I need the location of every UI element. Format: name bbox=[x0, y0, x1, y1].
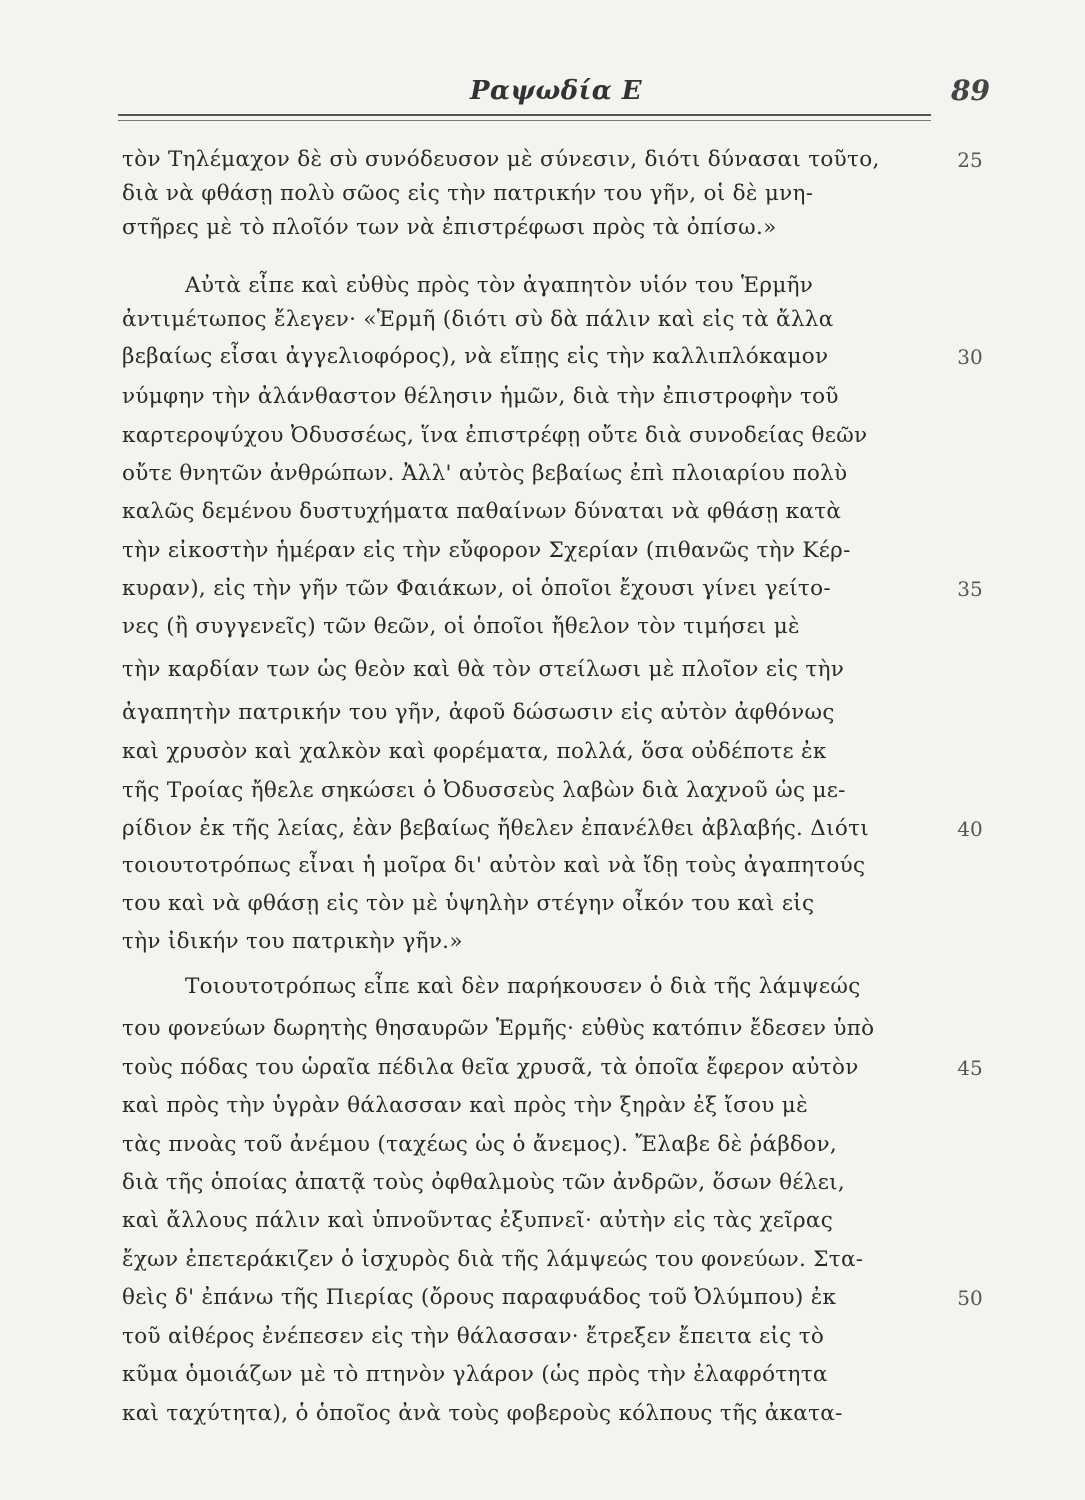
text-line: καὶ χρυσὸν καὶ χαλκὸν καὶ φορέματα, πολλά, ὅσα οὐδέποτε ἐκ bbox=[122, 739, 827, 764]
text-line: τὸν Τηλέμαχον δὲ σὺ συνόδευσον μὲ σύνεσιν, διότι δύνασαι τοῦτο, bbox=[122, 147, 880, 172]
text-line: καὶ ταχύτητα), ὁ ὁποῖος ἀνὰ τοὺς φοβεροὺς κόλπους τῆς ἀκατα- bbox=[122, 1401, 843, 1426]
margin-line-number: 25 bbox=[957, 148, 983, 172]
text-line: νες (ἢ συγγενεῖς) τῶν θεῶν, οἱ ὁποῖοι ἤθελον τὸν τιμήσει μὲ bbox=[122, 614, 800, 639]
text-line: ἀγαπητὴν πατρικήν του γῆν, ἀφοῦ δώσωσιν εἰς αὐτὸν ἀφθόνως bbox=[122, 700, 835, 725]
text-line: ἀντιμέτωπος ἔλεγεν· «Ἑρμῆ (διότι σὺ δὰ πάλιν καὶ εἰς τὰ ἄλλα bbox=[122, 307, 834, 332]
running-header-title: Ραψωδία Ε bbox=[470, 76, 643, 106]
text-line: διὰ νὰ φθάσῃ πολὺ σῶος εἰς τὴν πατρικήν του γῆν, οἱ δὲ μνη- bbox=[122, 181, 814, 206]
text-line: τοὺς πόδας του ὡραῖα πέδιλα θεῖα χρυσᾶ, τὰ ὁποῖα ἔφερον αὐτὸν bbox=[122, 1055, 859, 1080]
text-line: τὴν καρδίαν των ὡς θεὸν καὶ θὰ τὸν στείλωσι μὲ πλοῖον εἰς τὴν bbox=[122, 657, 845, 682]
margin-line-number: 45 bbox=[957, 1056, 983, 1080]
text-line: νύμφην τὴν ἀλάνθαστον θέλησιν ἡμῶν, διὰ τὴν ἐπιστροφὴν τοῦ bbox=[122, 384, 839, 409]
page-number: 89 bbox=[951, 74, 990, 107]
margin-line-number: 50 bbox=[957, 1286, 983, 1310]
text-line: Αὐτὰ εἶπε καὶ εὐθὺς πρὸς τὸν ἀγαπητὸν υἱόν του Ἑρμῆν bbox=[185, 273, 814, 298]
text-line: τῆς Τροίας ἤθελε σηκώσει ὁ Ὀδυσσεὺς λαβὼν διὰ λαχνοῦ ὡς με- bbox=[122, 778, 846, 803]
text-line: καλῶς δεμένου δυστυχήματα παθαίνων δύναται νὰ φθάσῃ κατὰ bbox=[122, 499, 842, 524]
margin-line-number: 30 bbox=[957, 345, 983, 369]
text-line: καρτεροψύχου Ὀδυσσέως, ἵνα ἐπιστρέφῃ οὔτε διὰ συνοδείας θεῶν bbox=[122, 423, 868, 448]
text-line: τὴν εἰκοστὴν ἡμέραν εἰς τὴν εὔφορον Σχερίαν (πιθανῶς τὴν Κέρ- bbox=[122, 538, 851, 563]
text-line: του καὶ νὰ φθάσῃ εἰς τὸν μὲ ὑψηλὴν στέγην οἶκόν του καὶ εἰς bbox=[122, 891, 815, 916]
text-line: διὰ τῆς ὁποίας ἀπατᾷ τοὺς ὀφθαλμοὺς τῶν ἀνδρῶν, ὅσων θέλει, bbox=[122, 1170, 846, 1195]
text-line: τὰς πνοὰς τοῦ ἀνέμου (ταχέως ὡς ὁ ἄνεμος). Ἔλαβε δὲ ῥάβδον, bbox=[122, 1132, 838, 1157]
text-line: τὴν ἰδικήν του πατρικὴν γῆν.» bbox=[122, 929, 463, 954]
text-line: ρίδιον ἐκ τῆς λείας, ἐὰν βεβαίως ἤθελεν ἐπανέλθει ἀβλαβής. Διότι bbox=[122, 816, 870, 841]
text-line: καὶ ἄλλους πάλιν καὶ ὑπνοῦντας ἐξυπνεῖ· αὐτὴν εἰς τὰς χεῖρας bbox=[122, 1208, 834, 1233]
text-line: κῦμα ὁμοιάζων μὲ τὸ πτηνὸν γλάρον (ὡς πρὸς τὴν ἐλαφρότητα bbox=[122, 1362, 828, 1387]
text-line: Τοιουτοτρόπως εἶπε καὶ δὲν παρήκουσεν ὁ διὰ τῆς λάμψεώς bbox=[185, 974, 861, 999]
header-rule-thin bbox=[118, 120, 931, 121]
text-line: βεβαίως εἶσαι ἀγγελιοφόρος), νὰ εἴπῃς εἰς τὴν καλλιπλόκαμον bbox=[122, 344, 829, 369]
text-line: στῆρες μὲ τὸ πλοῖόν των νὰ ἐπιστρέφωσι πρὸς τὰ ὀπίσω.» bbox=[122, 215, 777, 240]
margin-line-number: 40 bbox=[957, 817, 983, 841]
text-line: θεὶς δ' ἐπάνω τῆς Πιερίας (ὄρους παραφυάδος τοῦ Ὀλύμπου) ἐκ bbox=[122, 1285, 837, 1310]
text-line: καὶ πρὸς τὴν ὑγρὰν θάλασσαν καὶ πρὸς τὴν ξηρὰν ἐξ ἴσου μὲ bbox=[122, 1093, 808, 1118]
text-line: κυραν), εἰς τὴν γῆν τῶν Φαιάκων, οἱ ὁποῖοι ἔχουσι γίνει γείτο- bbox=[122, 576, 831, 601]
margin-line-number: 35 bbox=[957, 577, 983, 601]
text-line: του φονεύων δωρητὴς θησαυρῶν Ἑρμῆς· εὐθὺς κατόπιν ἔδεσεν ὑπὸ bbox=[122, 1016, 875, 1041]
text-line: οὔτε θνητῶν ἀνθρώπων. Ἀλλ' αὐτὸς βεβαίως ἐπὶ πλοιαρίου πολὺ bbox=[122, 461, 848, 486]
text-line: τοῦ αἰθέρος ἐνέπεσεν εἰς τὴν θάλασσαν· ἔτρεξεν ἔπειτα εἰς τὸ bbox=[122, 1324, 825, 1349]
text-line: τοιουτοτρόπως εἶναι ἡ μοῖρα δι' αὐτὸν καὶ νὰ ἴδῃ τοὺς ἀγαπητούς bbox=[122, 853, 866, 878]
header-rule bbox=[118, 114, 931, 116]
text-line: ἔχων ἐπετεράκιζεν ὁ ἰσχυρὸς διὰ τῆς λάμψεώς του φονεύων. Στα- bbox=[122, 1247, 864, 1272]
